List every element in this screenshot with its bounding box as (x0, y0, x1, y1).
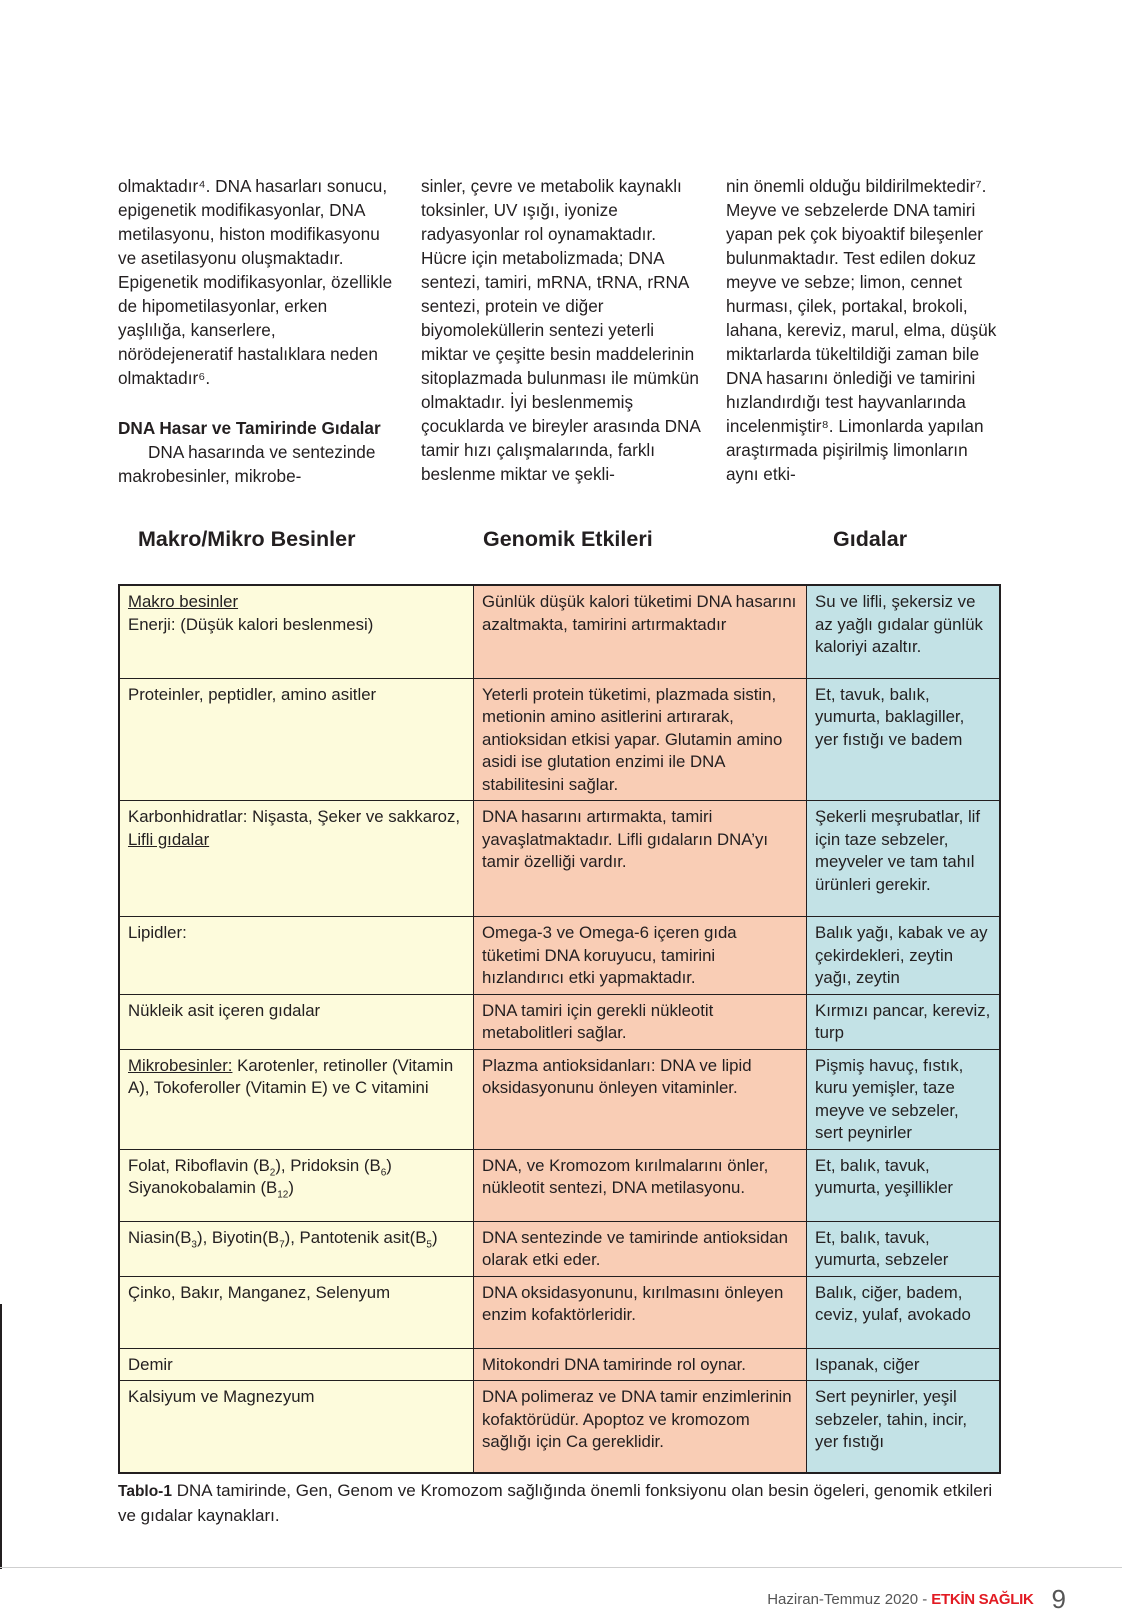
cell-link-text: Lifli gıdalar (128, 829, 210, 849)
food-cell: Et, balık, tavuk, yumurta, yeşillikler (807, 1149, 1001, 1221)
subscript: 12 (277, 1189, 289, 1201)
table-headers (118, 527, 1002, 557)
table-row (119, 1276, 1000, 1348)
text-column-1 (118, 174, 393, 488)
paragraph: DNA hasarında ve sentezinde makrobesinler, mikrobe- (118, 442, 376, 486)
food-cell: Balık yağı, kabak ve ay çekirdekleri, zeytin yağı, zeytin (807, 917, 1001, 995)
paragraph: nin önemli olduğu bildirilmektedir⁷. Meyve ve sebzelerde DNA tamiri yapan pek çok biyoaktif bileşenler bulunmaktadır. Test edilen dokuz meyve ve sebze; limon, cennet hurması, çilek, portakal, brokoli, lahana, kereviz, marul, elma, düşük miktarlarda tükeltildiği zaman bile DNA hasarını önlediği ve tamirini hızlandırdığı test hayvanlarında incelenmiştir⁸. Limonlarda yapılan araştırmada pişirilmiş limonların aynı etki- (726, 176, 997, 484)
subscript: 3 (191, 1238, 197, 1250)
magazine-brand: ETKİN SAĞLIK (931, 1591, 1034, 1608)
nutrient-cell: Proteinler, peptidler, amino asitler (119, 678, 474, 801)
footer-issue: Haziran-Temmuz 2020 - (767, 1591, 928, 1608)
caption-label: Tablo-1 (118, 1483, 172, 1500)
effect-cell: DNA tamiri için gerekli nükleotit metabolitleri sağlar. (474, 994, 807, 1049)
nutrient-cell (119, 1049, 474, 1149)
effect-cell: DNA oksidasyonunu, kırılmasını önleyen enzim kofaktörleridir. (474, 1276, 807, 1348)
subscript: 5 (426, 1238, 432, 1250)
header-nutrients: Makro/Mikro Besinler (138, 527, 356, 551)
paragraph: olmaktadır⁴. DNA hasarları sonucu, epigenetik modifikasyonlar, DNA metilasyonu, histon modifikasyonu ve asetilasyonu oluşmaktadır. Epigenetik modifikasyonlar, özellikle de hipometilasyonlar, erken yaşlılığa, kanserlere, nörödejeneratif hastalıklara neden olmaktadır⁶. (118, 176, 393, 388)
effect-cell: Günlük düşük kalori tüketimi DNA hasarını azaltmakta, tamirini artırmaktadır (474, 585, 807, 678)
cell-text: ) (288, 1178, 294, 1197)
cell-title: Mikrobesinler: (128, 1055, 233, 1075)
food-cell: Kırmızı pancar, kereviz, turp (807, 994, 1001, 1049)
table-row (119, 678, 1000, 801)
page-footer (767, 1584, 1066, 1615)
food-cell: Et, balık, tavuk, yumurta, sebzeler (807, 1221, 1001, 1276)
caption-text: DNA tamirinde, Gen, Genom ve Kromozom sağlığında önemli fonksiyonu olan besin ögeleri, genomik etkileri ve gıdalar kaynakları. (118, 1481, 993, 1525)
subscript: 7 (279, 1238, 285, 1250)
table-row (119, 994, 1000, 1049)
effect-cell: DNA polimeraz ve DNA tamir enzimlerinin kofaktörüdür. Apoptoz ve kromozom sağlığı için Ca gereklidir. (474, 1381, 807, 1473)
food-cell: Balık, ciğer, badem, ceviz, yulaf, avokado (807, 1276, 1001, 1348)
table-row (119, 1348, 1000, 1381)
page-edge-line (0, 1304, 2, 1569)
food-cell: Sert peynirler, yeşil sebzeler, tahin, incir, yer fıstığı (807, 1381, 1001, 1473)
header-foods: Gıdalar (833, 527, 908, 551)
effect-cell: DNA sentezinde ve tamirinde antioksidan olarak etki eder. (474, 1221, 807, 1276)
nutrient-cell (119, 1221, 474, 1276)
food-cell: Pişmiş havuç, fıstık, kuru yemişler, taze meyve ve sebzeler, sert peynirler (807, 1049, 1001, 1149)
nutrient-cell (119, 801, 474, 917)
nutrient-cell: Nükleik asit içeren gıdalar (119, 994, 474, 1049)
cell-text: Folat, Riboflavin (B (128, 1155, 270, 1175)
cell-text: Karbonhidratlar: Nişasta, Şeker ve sakkaroz, (128, 807, 461, 826)
effect-cell: Yeterli protein tüketimi, plazmada sistin, metionin amino asitlerini artırarak, antioksidan etkisi yapar. Glutamin amino asidi ise glutation enzimi ile DNA stabilitesini sağlar. (474, 678, 807, 801)
food-cell: Ispanak, ciğer (807, 1348, 1001, 1381)
table-row (119, 1221, 1000, 1276)
cell-text: ) (431, 1227, 438, 1247)
subheading: DNA Hasar ve Tamirinde Gıdalar (118, 418, 381, 438)
table-row (119, 585, 1000, 678)
cell-title: Makro besinler (128, 592, 239, 611)
effect-cell: DNA, ve Kromozom kırılmalarını önler, nükleotit sentezi, DNA metilasyonu. (474, 1149, 807, 1221)
nutrient-cell: Kalsiyum ve Magnezyum (119, 1381, 474, 1473)
cell-text: Niasin(B (128, 1227, 192, 1247)
cell-text: Karotenler, retinoller (Vitamin A), Tokoferoller (Vitamin E) ve C vitamini (128, 1055, 454, 1097)
table-row (119, 1149, 1000, 1221)
nutrient-cell: Lipidler: (119, 917, 474, 995)
food-cell: Şekerli meşrubatlar, lif için taze sebzeler, meyveler ve tam tahıl ürünleri gerekir. (807, 801, 1001, 917)
food-cell: Su ve lifli, şekersiz ve az yağlı gıdalar günlük kaloriyi azaltır. (807, 585, 1001, 678)
cell-text: ), Pantotenik asit(B (284, 1227, 427, 1247)
table-caption (118, 1479, 1008, 1528)
table-row (119, 801, 1000, 917)
table-row (119, 1049, 1000, 1149)
cell-text: ) Siyanokobalamin (B (128, 1155, 392, 1197)
text-column-3 (726, 174, 1004, 488)
subscript: 6 (380, 1166, 387, 1178)
cell-text: ), Pridoksin (B (275, 1155, 381, 1175)
effect-cell: DNA hasarını artırmakta, tamiri yavaşlatmaktadır. Lifli gıdaların DNA’yı tamir özelliği vardır. (474, 801, 807, 917)
food-cell: Et, tavuk, balık, yumurta, baklagiller, yer fıstığı ve badem (807, 678, 1001, 801)
nutrient-cell: Demir (119, 1348, 474, 1381)
footer-divider (0, 1567, 1122, 1568)
header-genomic-effects: Genomik Etkileri (483, 527, 653, 551)
nutrient-cell (119, 585, 474, 678)
nutrient-table (118, 584, 1001, 1474)
table-row (119, 1381, 1000, 1473)
paragraph: sinler, çevre ve metabolik kaynaklı toksinler, UV ışığı, iyonize radyasyonlar rol oynamaktadır. Hücre için metabolizmada; DNA sentezi, tamiri, mRNA, tRNA, rRNA sentezi, protein ve diğer biyomoleküllerin sentezi yeterli miktar ve çeşitte besin maddelerinin sitoplazmada bulunması ile mümkün olmaktadır. İyi beslenmemiş çocuklarda ve bireyler arasında DNA tamir hızı çalışmalarında, farklı beslenme miktar ve şekli- (421, 176, 700, 484)
table-row (119, 917, 1000, 995)
nutrient-cell (119, 1149, 474, 1221)
nutrient-cell: Çinko, Bakır, Manganez, Selenyum (119, 1276, 474, 1348)
cell-text: Enerji: (Düşük kalori beslenmesi) (128, 614, 374, 634)
page-number: 9 (1051, 1584, 1066, 1614)
text-column-2 (421, 174, 701, 488)
effect-cell: Omega-3 ve Omega-6 içeren gıda tüketimi DNA koruyucu, tamirini hızlandırıcı etki yapmaktadır. (474, 917, 807, 995)
subscript: 2 (269, 1166, 276, 1178)
effect-cell: Mitokondri DNA tamirinde rol oynar. (474, 1348, 807, 1381)
article-columns (118, 174, 1004, 488)
effect-cell: Plazma antioksidanları: DNA ve lipid oksidasyonunu önleyen vitaminler. (474, 1049, 807, 1149)
cell-text: ), Biyotin(B (196, 1227, 280, 1247)
